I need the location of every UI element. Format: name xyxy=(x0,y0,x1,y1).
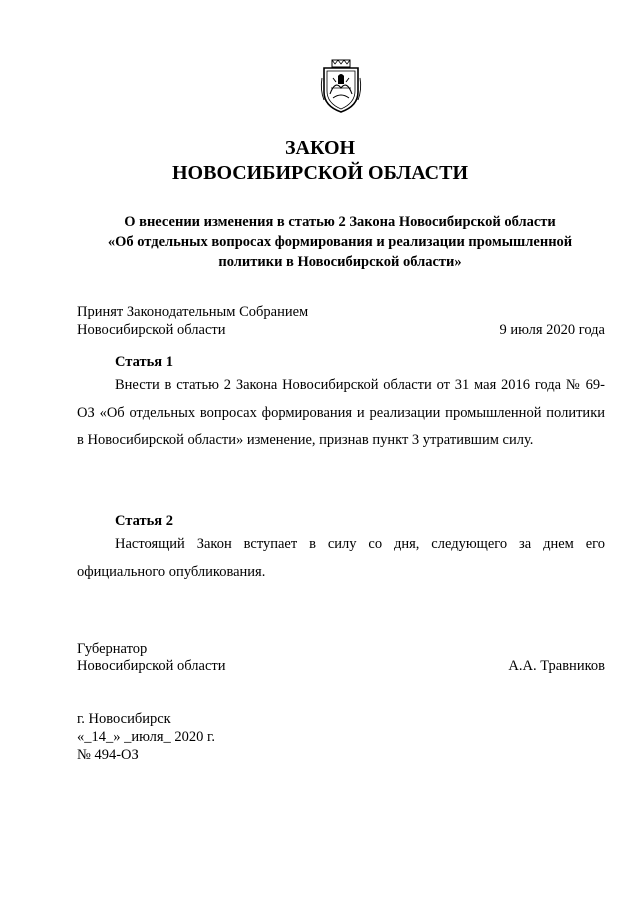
article-1-text: Внести в статью 2 Закона Новосибирской области от 31 мая 2016 года № 69-ОЗ «Об отдельных вопросах формирования и реализации промышленной политики в Новосибирской области» изменение, признав пункт 3 утратившим силу. xyxy=(77,377,605,448)
article-1-heading: Статья 1 xyxy=(115,354,173,370)
article-2-heading: Статья 2 xyxy=(115,513,173,529)
signatory-title-line1: Губернатор xyxy=(77,641,148,657)
subject-line-2: «Об отдельных вопросах формирования и реализации промышленной xyxy=(107,234,573,250)
subject-line-1: О внесении изменения в статью 2 Закона Новосибирской области xyxy=(124,214,556,230)
signing-date: «_14_» _июля_ 2020 г. xyxy=(77,729,215,745)
subject-line-3: политики в Новосибирской области» xyxy=(218,254,462,270)
law-number: № 494-ОЗ xyxy=(77,747,139,763)
adoption-body-line2: Новосибирской области xyxy=(77,322,226,338)
signatory-title-line2: Новосибирской области xyxy=(77,658,226,674)
adoption-body-line1: Принят Законодательным Собранием xyxy=(77,304,309,320)
adoption-date: 9 июля 2020 года xyxy=(499,322,605,338)
signing-city: г. Новосибирск xyxy=(77,711,171,727)
coat-of-arms-icon xyxy=(318,58,364,114)
region-title: НОВОСИБИРСКОЙ ОБЛАСТИ xyxy=(171,162,469,184)
article-2-text: Настоящий Закон вступает в силу со дня, следующего за днем его официального опубликования. xyxy=(77,536,605,580)
law-subject xyxy=(80,212,600,272)
signatory-name: А.А. Травников xyxy=(508,658,605,674)
law-title: ЗАКОН xyxy=(284,137,356,159)
